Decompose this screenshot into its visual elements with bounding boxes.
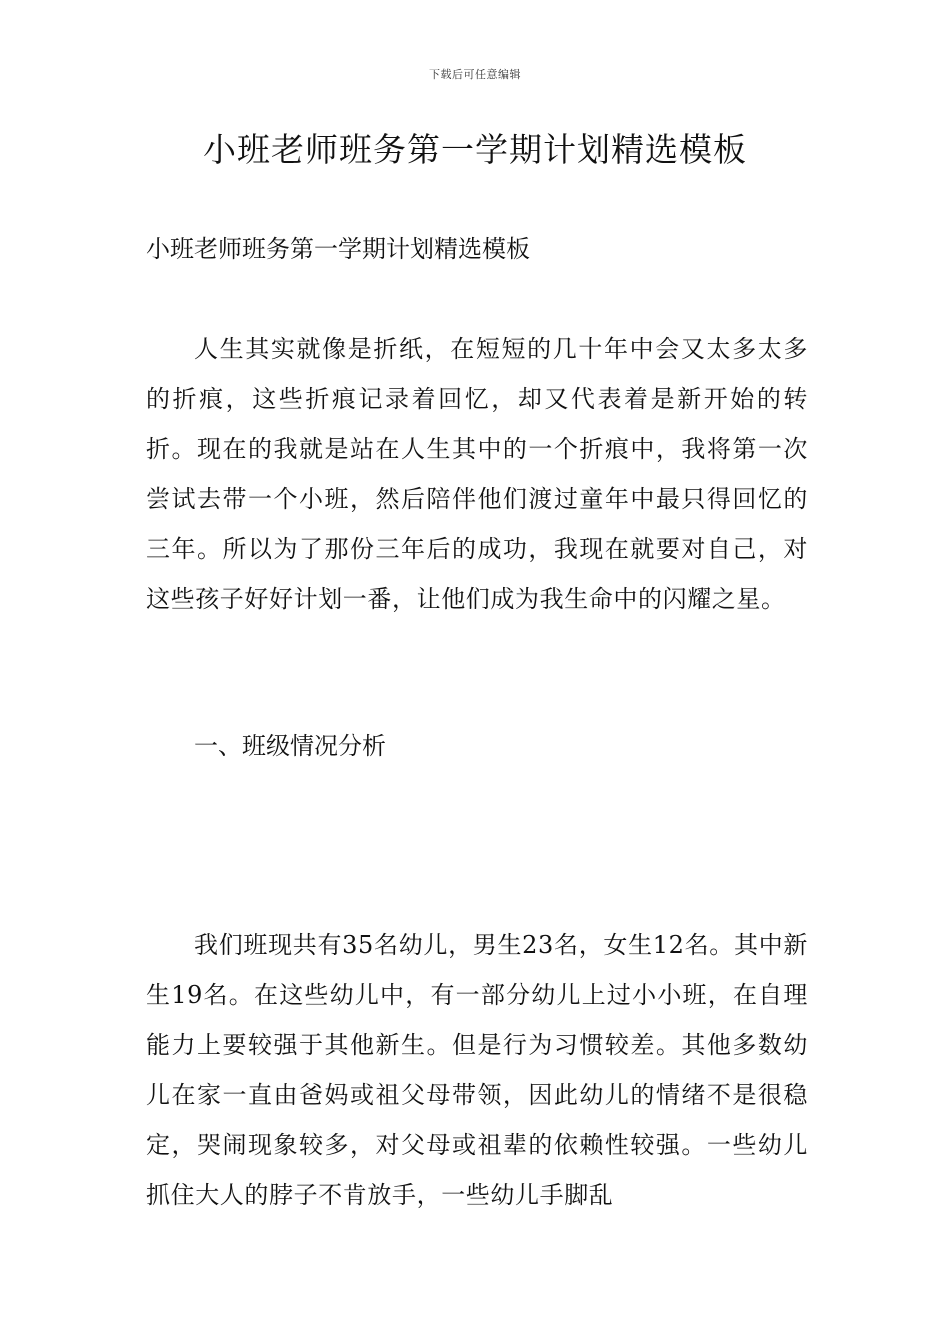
document-title: 小班老师班务第一学期计划精选模板 xyxy=(203,130,747,169)
class-analysis-paragraph: 我们班现共有35名幼儿，男生23名，女生12名。其中新生19名。在这些幼儿中，有一部分幼儿上过小小班，在自理能力上要较强于其他新生。但是行为习惯较差。其他多数幼儿在家一直由爸妈或祖父母带领，因此幼儿的情绪不是很稳定，哭闹现象较多，对父母或祖辈的依赖性较强。一些幼儿抓住大人的脖子不肯放手，一些幼儿手脚乱 xyxy=(146,931,808,1209)
document-subtitle: 小班老师班务第一学期计划精选模板 xyxy=(146,235,530,263)
header-note: 下载后可任意编辑 xyxy=(429,68,521,81)
intro-paragraph: 人生其实就像是折纸，在短短的几十年中会又太多太多的折痕，这些折痕记录着回忆，却又代表着是新开始的转折。现在的我就是站在人生其中的一个折痕中，我将第一次尝试去带一个小班，然后陪伴他们渡过童年中最只得回忆的三年。所以为了那份三年后的成功，我现在就要对自己，对这些孩子好好计划一番，让他们成为我生命中的闪耀之星。 xyxy=(146,335,808,613)
section-heading: 一、班级情况分析 xyxy=(194,732,386,760)
